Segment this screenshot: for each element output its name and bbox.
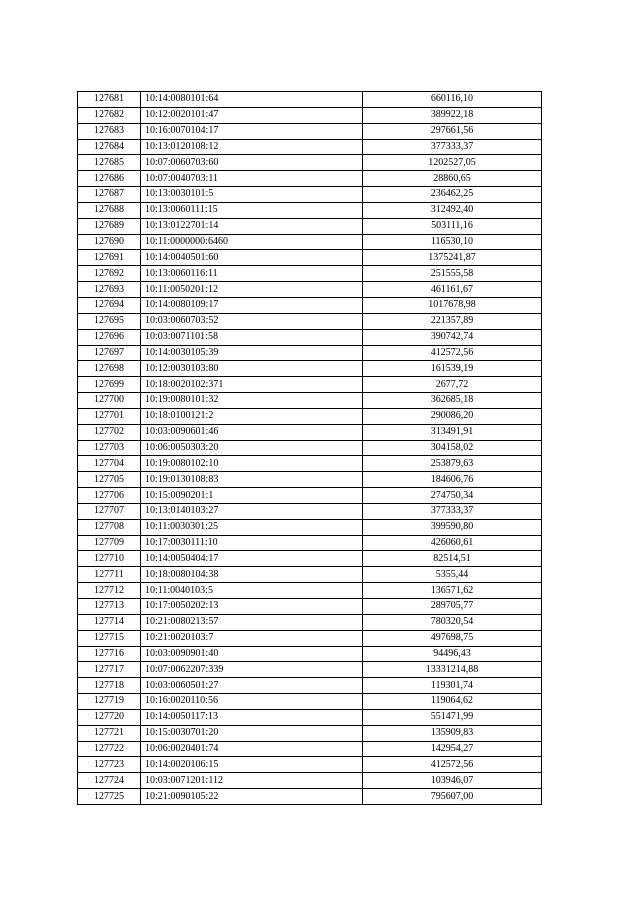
amount-cell: 503111,16 (363, 218, 542, 234)
table-row (78, 583, 542, 599)
table-row (78, 234, 542, 250)
table-row (78, 123, 542, 139)
amount-cell: 94496,43 (363, 646, 542, 662)
cadastral-number-cell: 10:07:0062207:339 (141, 662, 363, 678)
row-number-cell: 127713 (78, 599, 141, 615)
row-number-cell: 127696 (78, 329, 141, 345)
table-row (78, 519, 542, 535)
amount-cell: 236462,25 (363, 187, 542, 203)
row-number-cell: 127697 (78, 345, 141, 361)
amount-cell: 82514,51 (363, 551, 542, 567)
table-row (78, 503, 542, 519)
cadastral-number-cell: 10:14:0080101:64 (141, 92, 363, 108)
cadastral-number-cell: 10:16:0070104:17 (141, 123, 363, 139)
amount-cell: 1017678,98 (363, 297, 542, 313)
cadastral-number-cell: 10:21:0020103:7 (141, 630, 363, 646)
table-row (78, 757, 542, 773)
cadastral-number-cell: 10:12:0020101:47 (141, 107, 363, 123)
table-row (78, 694, 542, 710)
row-number-cell: 127686 (78, 171, 141, 187)
cadastral-number-cell: 10:03:0090601:46 (141, 424, 363, 440)
row-number-cell: 127718 (78, 678, 141, 694)
table-row (78, 218, 542, 234)
cadastral-number-cell: 10:06:0020401:74 (141, 741, 363, 757)
row-number-cell: 127709 (78, 535, 141, 551)
row-number-cell: 127692 (78, 266, 141, 282)
cadastral-number-cell: 10:17:0030111:10 (141, 535, 363, 551)
table-row (78, 551, 542, 567)
amount-cell: 253879,63 (363, 456, 542, 472)
row-number-cell: 127705 (78, 472, 141, 488)
row-number-cell: 127720 (78, 709, 141, 725)
row-number-cell: 127706 (78, 488, 141, 504)
table-row (78, 709, 542, 725)
cadastral-number-cell: 10:18:0080104:38 (141, 567, 363, 583)
amount-cell: 377333,37 (363, 503, 542, 519)
cadastral-number-cell: 10:19:0080101:32 (141, 393, 363, 409)
table-row (78, 92, 542, 108)
table-row (78, 662, 542, 678)
amount-cell: 426060,61 (363, 535, 542, 551)
amount-cell: 660116,10 (363, 92, 542, 108)
amount-cell: 312492,40 (363, 202, 542, 218)
amount-cell: 5355,44 (363, 567, 542, 583)
table-row (78, 488, 542, 504)
table-row (78, 408, 542, 424)
row-number-cell: 127723 (78, 757, 141, 773)
amount-cell: 461161,67 (363, 282, 542, 298)
row-number-cell: 127685 (78, 155, 141, 171)
cadastral-number-cell: 10:03:0071101:58 (141, 329, 363, 345)
amount-cell: 399590,80 (363, 519, 542, 535)
table-row (78, 171, 542, 187)
row-number-cell: 127683 (78, 123, 141, 139)
row-number-cell: 127712 (78, 583, 141, 599)
cadastral-number-cell: 10:06:0050303:20 (141, 440, 363, 456)
cadastral-number-cell: 10:19:0080102:10 (141, 456, 363, 472)
row-number-cell: 127688 (78, 202, 141, 218)
amount-cell: 119064,62 (363, 694, 542, 710)
table-row (78, 773, 542, 789)
cadastral-number-cell: 10:13:0030101:5 (141, 187, 363, 203)
amount-cell: 412572,56 (363, 345, 542, 361)
cadastral-number-cell: 10:13:0140103:27 (141, 503, 363, 519)
table-row (78, 139, 542, 155)
amount-cell: 297661,56 (363, 123, 542, 139)
amount-cell: 304158,02 (363, 440, 542, 456)
cadastral-number-cell: 10:21:0090105:22 (141, 789, 363, 805)
cadastral-number-cell: 10:14:0080109:17 (141, 297, 363, 313)
row-number-cell: 127722 (78, 741, 141, 757)
amount-cell: 135909,83 (363, 725, 542, 741)
row-number-cell: 127695 (78, 313, 141, 329)
table-row (78, 329, 542, 345)
table-row (78, 567, 542, 583)
cadastral-number-cell: 10:18:0020102:371 (141, 377, 363, 393)
row-number-cell: 127724 (78, 773, 141, 789)
amount-cell: 362685,18 (363, 393, 542, 409)
table-row (78, 424, 542, 440)
amount-cell: 136571,62 (363, 583, 542, 599)
table-row (78, 646, 542, 662)
row-number-cell: 127707 (78, 503, 141, 519)
amount-cell: 377333,37 (363, 139, 542, 155)
row-number-cell: 127691 (78, 250, 141, 266)
table-row (78, 440, 542, 456)
amount-cell: 274750,34 (363, 488, 542, 504)
amount-cell: 780320,54 (363, 614, 542, 630)
cadastral-number-cell: 10:14:0050404:17 (141, 551, 363, 567)
row-number-cell: 127700 (78, 393, 141, 409)
cadastral-number-cell: 10:18:0100121:2 (141, 408, 363, 424)
amount-cell: 1202527,05 (363, 155, 542, 171)
cadastral-number-cell: 10:15:0030701:20 (141, 725, 363, 741)
table-row (78, 313, 542, 329)
row-number-cell: 127701 (78, 408, 141, 424)
table-row (78, 202, 542, 218)
cadastral-number-cell: 10:03:0060703:52 (141, 313, 363, 329)
amount-cell: 2677,72 (363, 377, 542, 393)
row-number-cell: 127715 (78, 630, 141, 646)
table-row (78, 155, 542, 171)
amount-cell: 13331214,88 (363, 662, 542, 678)
amount-cell: 412572,56 (363, 757, 542, 773)
cadastral-value-table (77, 91, 542, 805)
table-row (78, 266, 542, 282)
amount-cell: 103946,07 (363, 773, 542, 789)
cadastral-number-cell: 10:03:0090901:40 (141, 646, 363, 662)
cadastral-number-cell: 10:19:0130108:83 (141, 472, 363, 488)
amount-cell: 290086,20 (363, 408, 542, 424)
table-row (78, 377, 542, 393)
row-number-cell: 127694 (78, 297, 141, 313)
amount-cell: 389922,18 (363, 107, 542, 123)
row-number-cell: 127687 (78, 187, 141, 203)
table-row (78, 535, 542, 551)
amount-cell: 289705,77 (363, 599, 542, 615)
amount-cell: 28860,65 (363, 171, 542, 187)
table-row (78, 107, 542, 123)
cadastral-number-cell: 10:07:0040703:11 (141, 171, 363, 187)
table-row (78, 614, 542, 630)
cadastral-number-cell: 10:13:0120108:12 (141, 139, 363, 155)
row-number-cell: 127717 (78, 662, 141, 678)
table-row (78, 345, 542, 361)
row-number-cell: 127721 (78, 725, 141, 741)
cadastral-number-cell: 10:14:0050117:13 (141, 709, 363, 725)
row-number-cell: 127710 (78, 551, 141, 567)
cadastral-number-cell: 10:13:0060116:11 (141, 266, 363, 282)
row-number-cell: 127711 (78, 567, 141, 583)
table-row (78, 630, 542, 646)
table-row (78, 472, 542, 488)
table-row (78, 393, 542, 409)
cadastral-number-cell: 10:11:0040103:5 (141, 583, 363, 599)
amount-cell: 184606,76 (363, 472, 542, 488)
table-row (78, 187, 542, 203)
cadastral-number-cell: 10:03:0060501:27 (141, 678, 363, 694)
table-row (78, 599, 542, 615)
amount-cell: 390742,74 (363, 329, 542, 345)
row-number-cell: 127681 (78, 92, 141, 108)
cadastral-number-cell: 10:15:0090201:1 (141, 488, 363, 504)
table-row (78, 741, 542, 757)
row-number-cell: 127699 (78, 377, 141, 393)
table-row (78, 361, 542, 377)
amount-cell: 497698,75 (363, 630, 542, 646)
table-row (78, 456, 542, 472)
row-number-cell: 127704 (78, 456, 141, 472)
row-number-cell: 127725 (78, 789, 141, 805)
row-number-cell: 127703 (78, 440, 141, 456)
cadastral-number-cell: 10:14:0030105:39 (141, 345, 363, 361)
row-number-cell: 127708 (78, 519, 141, 535)
cadastral-number-cell: 10:03:0071201:112 (141, 773, 363, 789)
amount-cell: 313491,91 (363, 424, 542, 440)
cadastral-number-cell: 10:17:0050202:13 (141, 599, 363, 615)
row-number-cell: 127698 (78, 361, 141, 377)
cadastral-number-cell: 10:13:0122701:14 (141, 218, 363, 234)
table-row (78, 297, 542, 313)
table-row (78, 250, 542, 266)
cadastral-number-cell: 10:14:0020106:15 (141, 757, 363, 773)
cadastral-number-cell: 10:11:0000000:6460 (141, 234, 363, 250)
row-number-cell: 127714 (78, 614, 141, 630)
cadastral-number-cell: 10:12:0030103:80 (141, 361, 363, 377)
table-row (78, 789, 542, 805)
cadastral-number-cell: 10:21:0080213:57 (141, 614, 363, 630)
row-number-cell: 127682 (78, 107, 141, 123)
table-row (78, 678, 542, 694)
amount-cell: 795607,00 (363, 789, 542, 805)
cadastral-number-cell: 10:11:0030301:25 (141, 519, 363, 535)
row-number-cell: 127716 (78, 646, 141, 662)
cadastral-number-cell: 10:11:0050201:12 (141, 282, 363, 298)
cadastral-number-cell: 10:16:0020110:56 (141, 694, 363, 710)
row-number-cell: 127702 (78, 424, 141, 440)
amount-cell: 116530,10 (363, 234, 542, 250)
row-number-cell: 127689 (78, 218, 141, 234)
amount-cell: 161539,19 (363, 361, 542, 377)
cadastral-number-cell: 10:14:0040501:60 (141, 250, 363, 266)
table-body (78, 92, 542, 805)
amount-cell: 251555,58 (363, 266, 542, 282)
amount-cell: 142954,27 (363, 741, 542, 757)
table-row (78, 282, 542, 298)
row-number-cell: 127690 (78, 234, 141, 250)
cadastral-number-cell: 10:13:0060111:15 (141, 202, 363, 218)
row-number-cell: 127684 (78, 139, 141, 155)
amount-cell: 119301,74 (363, 678, 542, 694)
amount-cell: 221357,89 (363, 313, 542, 329)
table-row (78, 725, 542, 741)
cadastral-number-cell: 10:07:0060703:60 (141, 155, 363, 171)
amount-cell: 1375241,87 (363, 250, 542, 266)
amount-cell: 551471,99 (363, 709, 542, 725)
row-number-cell: 127719 (78, 694, 141, 710)
row-number-cell: 127693 (78, 282, 141, 298)
